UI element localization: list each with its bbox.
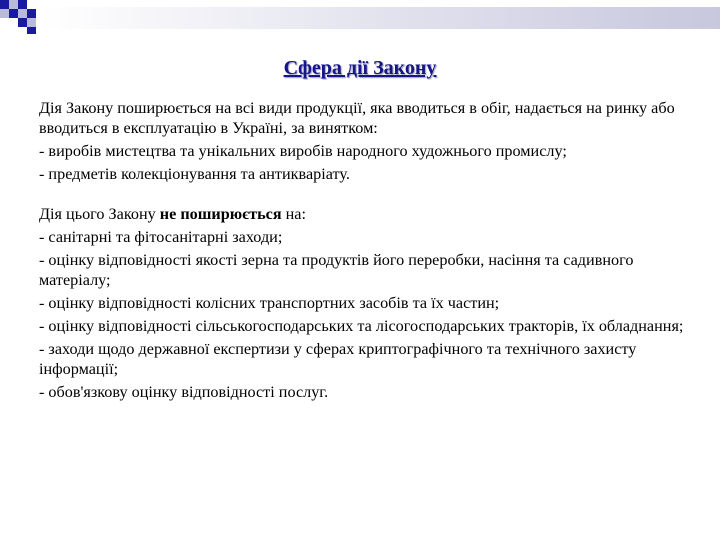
- header-decoration: [0, 0, 720, 34]
- header-gradient-band: [40, 7, 720, 29]
- section1-item-1: - виробів мистецтва та унікальних виробів народного художнього промислу;: [39, 142, 567, 160]
- decor-square-dark-1: [0, 0, 9, 9]
- decor-square-dark-3: [9, 9, 18, 18]
- decor-square-dark-5: [18, 18, 27, 27]
- decor-square-dark-6: [27, 27, 36, 34]
- decor-square-light-3: [18, 9, 27, 18]
- section1-item-2: - предметів колекціонування та антикваріату.: [39, 165, 350, 183]
- section1-intro: Дія Закону поширюється на всі види продукції, яка вводиться в обіг, надається на ринку або вводиться в експлуатацію в Україні, за винятком:: [39, 99, 675, 137]
- section2-item-1: - санітарні та фітосанітарні заходи;: [39, 228, 283, 246]
- section2-item-2: - оцінку відповідності якості зерна та продуктів його переробки, насіння та садивного матеріалу;: [39, 251, 634, 289]
- page-title: Сфера дії Закону: [283, 57, 437, 79]
- decor-square-light-4: [27, 18, 36, 27]
- decor-square-dark-2: [18, 0, 27, 9]
- decor-square-light-2: [0, 9, 9, 18]
- section2-intro: [39, 204, 689, 224]
- decor-square-light-1: [9, 0, 18, 9]
- section2-item-5: - заходи щодо державної експертизи у сферах криптографічного та технічного захисту інформації;: [39, 340, 637, 378]
- section2-item-3: - оцінку відповідності колісних транспортних засобів та їх частин;: [39, 294, 500, 312]
- section2-intro-start: Дія цього Закону: [39, 205, 160, 223]
- section2-intro-emphasis: не поширюється: [159, 205, 282, 223]
- decor-square-dark-4: [27, 9, 36, 18]
- section-gap: [39, 187, 689, 204]
- section2-item-6: - обов'язкову оцінку відповідності послуг.: [39, 383, 329, 401]
- section2-item-4: - оцінку відповідності сільськогосподарських та лісогосподарських тракторів, їх обладнання;: [39, 317, 684, 335]
- section2-intro-end: на:: [281, 205, 306, 223]
- main-content: [39, 98, 689, 405]
